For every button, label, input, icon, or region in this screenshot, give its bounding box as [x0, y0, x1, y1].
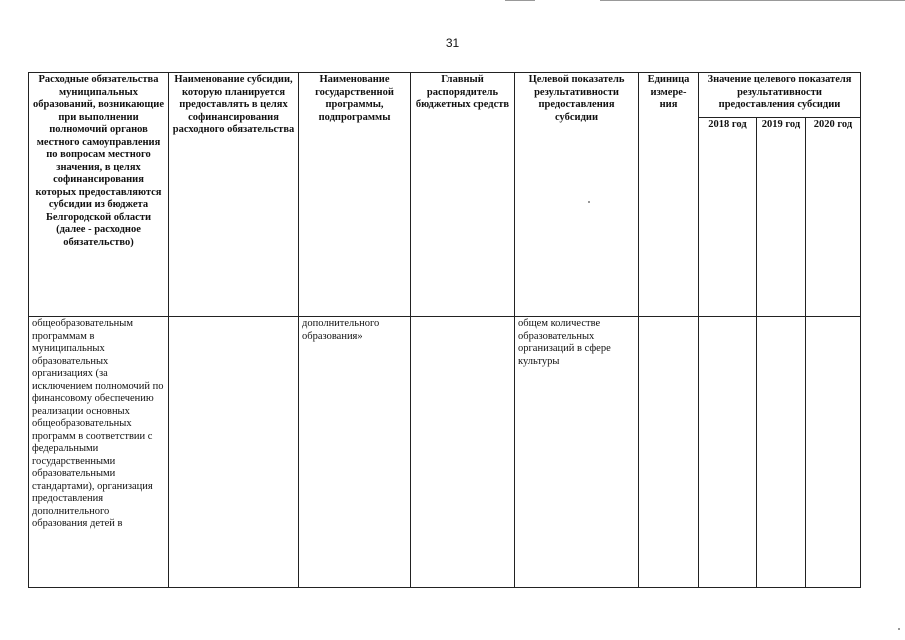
cell-unit	[639, 317, 699, 588]
top-edge-line	[600, 0, 905, 1]
cell-budget-manager	[411, 317, 515, 588]
cell-program-name: дополнительного образования»	[299, 317, 411, 588]
table-row	[29, 317, 861, 588]
cell-expenditure: общеобразовательным программам в муниципальных образовательных организациях (за исключением полномочий по финансовому обеспечению реализации основных общеобразовательных программ в соответствии с федеральными государственными образовательными стандартами), организация предоставления дополнительного образования детей в	[29, 317, 169, 588]
cell-subsidy-name	[169, 317, 299, 588]
scan-speck	[588, 201, 590, 203]
header-year-2018: 2018 год	[699, 118, 757, 317]
header-year-2020: 2020 год	[806, 118, 861, 317]
header-year-2019: 2019 год	[757, 118, 806, 317]
cell-value-2020	[806, 317, 861, 588]
scan-speck	[898, 628, 900, 630]
header-subsidy-name: Наименование субсидии, которую планируется предоставлять в целях софинансирования расходного обязательства	[169, 73, 299, 317]
cell-target-indicator: общем количестве образовательных организаций в сфере культуры	[515, 317, 639, 588]
table-header-row	[29, 73, 861, 118]
cell-value-2019	[757, 317, 806, 588]
cell-value-2018	[699, 317, 757, 588]
header-unit: Единица измере-ния	[639, 73, 699, 317]
subsidy-table	[28, 72, 861, 588]
top-edge-line	[505, 0, 535, 1]
header-budget-manager: Главный распорядитель бюджетных средств	[411, 73, 515, 317]
header-program-name: Наименование государственной программы, подпрограммы	[299, 73, 411, 317]
header-target-indicator: Целевой показатель результативности предоставления субсидии	[515, 73, 639, 317]
header-expenditure: Расходные обязательства муниципальных образований, возникающие при выполнении полномочий органов местного самоуправления по вопросам местного значения, в целях софинансирования которых предоставляются субсидии из бюджета Белгородской области (далее - расходное обязательство)	[29, 73, 169, 317]
page-number: 31	[445, 36, 460, 50]
header-target-value-group: Значение целевого показателя результативности предоставления субсидии	[699, 73, 861, 118]
